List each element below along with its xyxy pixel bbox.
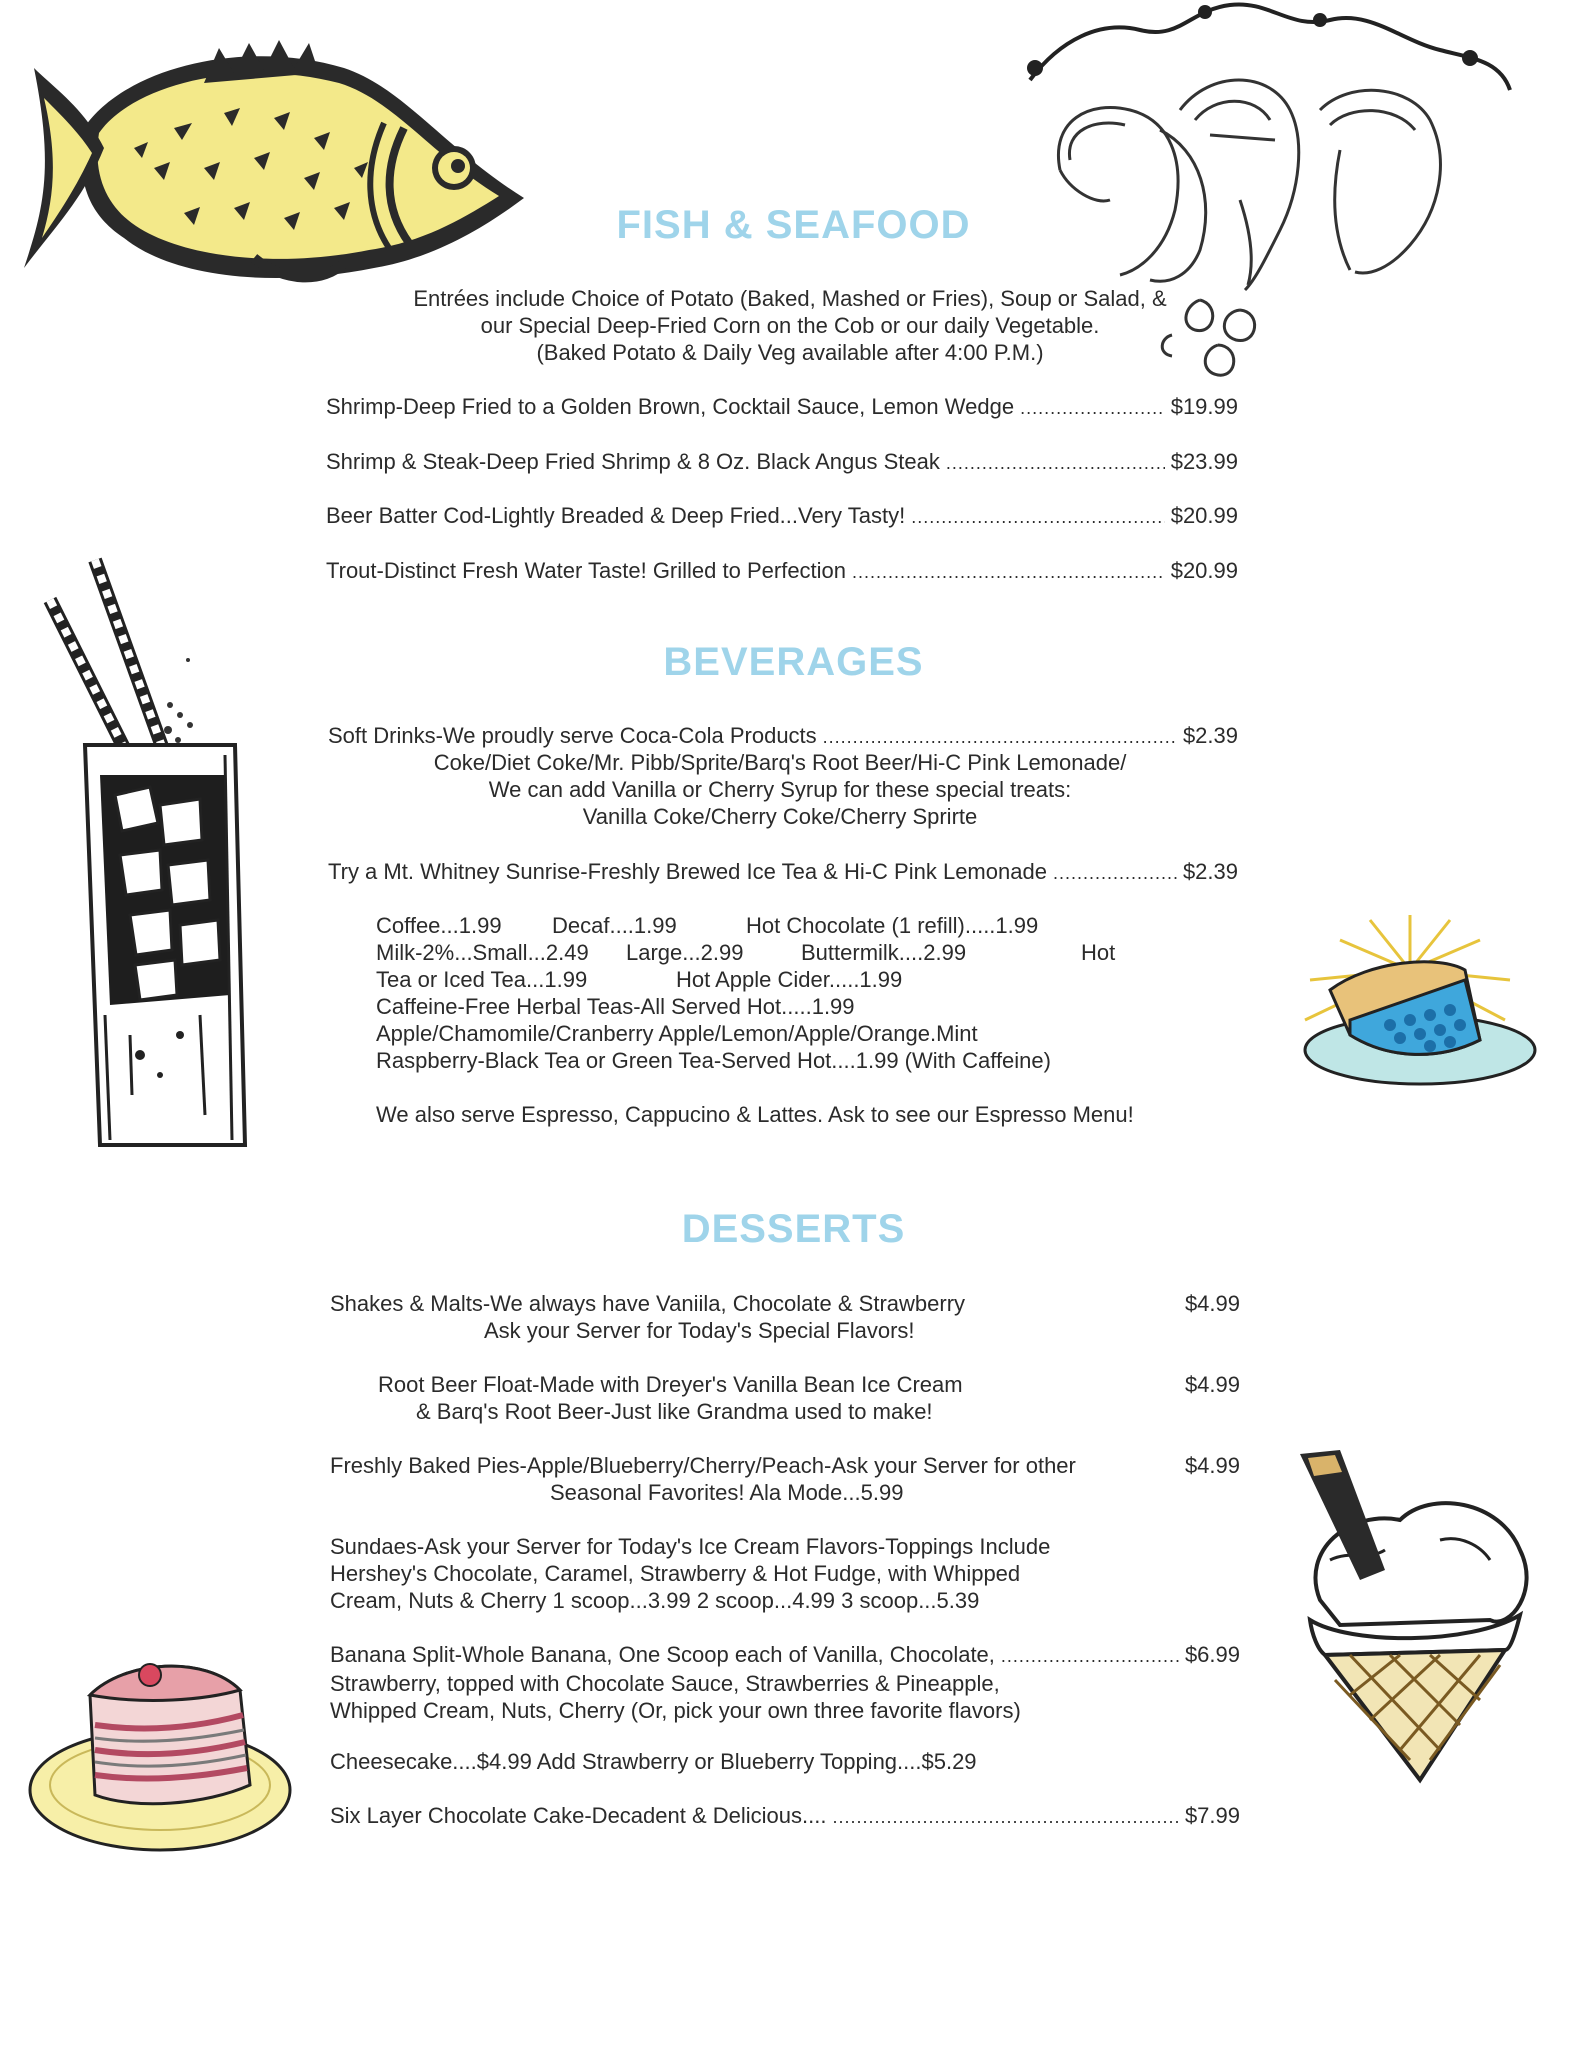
menu-item-cake [330, 1802, 1240, 1831]
item-name: Trout-Distinct Fresh Water Taste! Grilled to Perfection [326, 558, 847, 583]
hot-line-6: Raspberry-Black Tea or Green Tea-Served Hot....1.99 (With Caffeine) [376, 1048, 1051, 1073]
fish-seafood-intro [330, 285, 1250, 366]
cake-slice-illustration [25, 1650, 295, 1860]
hot-line-1: Coffee...1.99 Decaf....1.99 Hot Chocolate (1 refill).....1.99 [376, 913, 1039, 938]
item-price: $20.99 [1170, 503, 1238, 528]
item-name: Shrimp-Deep Fried to a Golden Brown, Cocktail Sauce, Lemon Wedge [326, 394, 1015, 419]
fish-illustration [14, 28, 534, 298]
item-name: Beer Batter Cod-Lightly Breaded & Deep Fried...Very Tasty! [326, 503, 906, 528]
intro-line: our Special Deep-Fried Corn on the Cob or our daily Vegetable. [480, 313, 1100, 338]
item-price: $20.99 [1170, 558, 1238, 583]
item-price: $4.99 [1184, 1453, 1240, 1478]
detail-line: Vanilla Coke/Cherry Coke/Cherry Spri​rte [582, 804, 978, 829]
menu-item-sunrise [328, 858, 1238, 887]
desserts-heading: DESSERTS [681, 1207, 906, 1251]
fish-seafood-heading: FISH & SEAFOOD [616, 203, 971, 247]
menu-item-trout [326, 557, 1238, 586]
item-price: $19.99 [1170, 394, 1238, 419]
detail-line: We can add Vanilla or Cherry Syrup for these special treats: [488, 777, 1072, 802]
menu-item-sundaes: Sundaes-Ask your Server for Today's Ice Cream Flavors-Toppings Include Hershey's Chocolate, Caramel, Strawberry & Hot Fudge, with Whipped Cream, Nuts & Cherry 1 scoop...3.99 2 scoop...4.99 3 scoop...5.39 [330, 1534, 1051, 1613]
intro-line: Entrées include Choice of Potato (Baked, Mashed or Fries), Soup or Salad, & [413, 286, 1167, 311]
item-name: Banana Split-Whole Banana, One Scoop each of Vanilla, Chocolate, [330, 1642, 995, 1667]
beverages-heading: BEVERAGES [663, 640, 924, 684]
menu-item-shakes: Shakes & Malts-We always have Vaniila, Chocolate & Strawberry $4.99 Ask your Server for Today's Special Flavors! [330, 1291, 1240, 1343]
espresso-note: We also serve Espresso, Cappucino & Lattes. Ask to see our Espresso Menu! [376, 1102, 1134, 1127]
menu-item-root-beer-float: Root Beer Float-Made with Dreyer's Vanilla Bean Ice Cream $4.99 & Barq's Root Beer-Just like Grandma used to make! [330, 1371, 1240, 1425]
pie-illustration [1290, 910, 1540, 1100]
item-name: Six Layer Chocolate Cake-Decadent & Delicious.... [330, 1803, 827, 1828]
hot-drinks-list [376, 912, 1256, 1074]
menu-item-cod [326, 502, 1238, 531]
item-name: Soft Drinks-We proudly serve Coca-Cola Products [328, 723, 817, 748]
menu-item-shrimp-steak [326, 448, 1238, 477]
item-price: $4.99 [1184, 1291, 1240, 1316]
menu-item-pies: Freshly Baked Pies-Apple/Blueberry/Cherry/Peach-Ask your Server for other $4.99 Seasonal Favorites! Ala Mode...5.99 [330, 1453, 1240, 1505]
menu-item-soft-drinks [328, 722, 1238, 751]
item-name: Shakes & Malts-We always have Vaniila, Chocolate & Strawberry [330, 1291, 966, 1316]
ice-cream-cone-illustration [1290, 1450, 1540, 1790]
item-name: Shrimp & Steak-Deep Fried Shrimp & 8 Oz. Black Angus Steak [326, 449, 940, 474]
menu-item-banana-split: Banana Split-Whole Banana, One Scoop each of Vanilla, Chocolate, ..... $6.99 Strawberry, topped with Chocolate Sauce, Strawberries & Pineapple, Whipped Cream, Nuts, Cherry (Or, pick your own three favorite flavors) [330, 1641, 1240, 1724]
menu-item-cheesecake: Cheesecake....$4.99 Add Strawberry or Blueberry Topping....$5.29 [330, 1749, 977, 1774]
item-price: $2.39 [1182, 859, 1238, 884]
item-price: $7.99 [1184, 1803, 1240, 1828]
item-name: Root Beer Float-Made with Dreyer's Vanilla Bean Ice Cream [378, 1372, 963, 1397]
hot-line-5: Apple/Chamomile/Cranberry Apple/Lemon/Apple/Orange.Mint [376, 1021, 978, 1046]
hot-line-4: Caffeine-Free Herbal Teas-All Served Hot.....1.99 [376, 994, 855, 1019]
item-price: $2.39 [1182, 723, 1238, 748]
soft-drinks-details [300, 749, 1260, 830]
intro-line: (Baked Potato & Daily Veg available after 4:00 P.M.) [536, 340, 1044, 365]
item-name: Try a Mt. Whitney Sunrise-Freshly Brewed Ice Tea & Hi-C Pink Lemonade [328, 859, 1047, 884]
menu-item-shrimp [326, 393, 1238, 422]
detail-line: Coke/Diet Coke/Mr. Pibb/Sprite/Barq's Root Beer/Hi-C Pink Lemonade/ [433, 750, 1127, 775]
item-name: Freshly Baked Pies-Apple/Blueberry/Cherry/Peach-Ask your Server for other [330, 1453, 1076, 1478]
hot-line-2: Milk-2%...Small...2.49 Large...2.99 Buttermilk....2.99 Hot [376, 940, 1116, 965]
hot-line-3: Tea or Iced Tea...1.99 Hot Apple Cider.....1.99 [376, 967, 903, 992]
item-price: $6.99 [1184, 1642, 1240, 1667]
item-price: $23.99 [1170, 449, 1238, 474]
item-price: $4.99 [1184, 1372, 1240, 1397]
